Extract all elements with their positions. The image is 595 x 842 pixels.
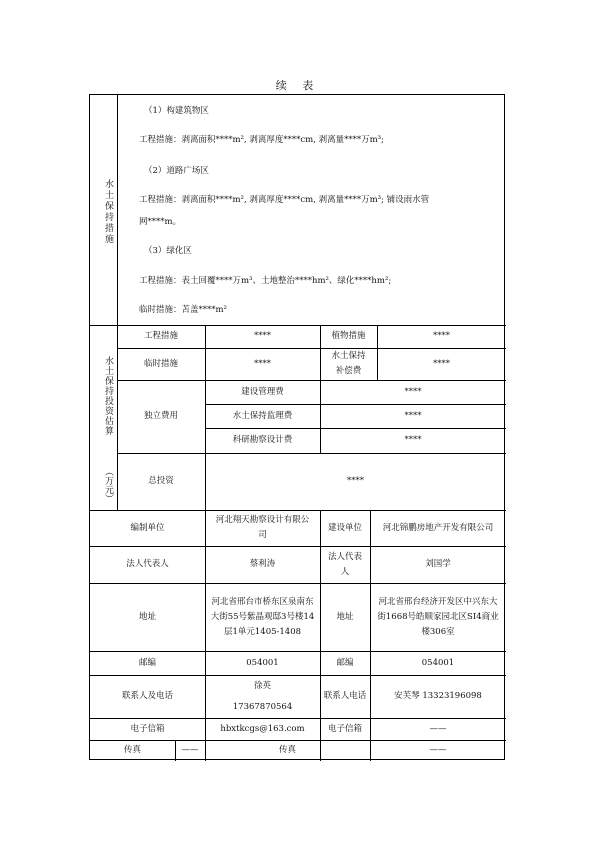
address-value-2: 河北省邢台经济开发区中兴东大街1668号皓顺家园北区SI4商业楼306室 <box>377 596 499 637</box>
area3-temporary: 临时措施：苫盖****m² <box>139 305 227 315</box>
address-label-1: 地址 <box>138 611 156 622</box>
compensation-label: 水土保持补偿费 <box>331 351 366 376</box>
independent-label: 独立费用 <box>143 411 178 421</box>
fax-label-1: 传真 <box>123 745 141 755</box>
total-value: **** <box>347 476 364 486</box>
postcode-label-2: 邮编 <box>336 657 354 668</box>
legal-rep-label-1: 法人代表人 <box>126 559 169 569</box>
postcode-value-1: 054001 <box>246 657 279 668</box>
builder-label: 建设单位 <box>327 522 362 533</box>
page-title: 续 表 <box>275 79 320 92</box>
form-table <box>89 94 505 760</box>
research-label: 科研勘察设计费 <box>232 435 293 445</box>
contact-cell-1 <box>205 675 320 718</box>
fax-label-2: 传真 <box>278 745 296 755</box>
plant-value: **** <box>433 331 450 341</box>
fax-value-2: —— <box>429 745 447 755</box>
fax-value-1: —— <box>181 745 199 755</box>
legal-rep-value-2: 刘国学 <box>425 559 451 569</box>
engineering-value: **** <box>254 331 271 341</box>
legal-rep-value-1: 蔡利涛 <box>249 559 276 569</box>
compiler-label: 编制单位 <box>130 522 165 533</box>
email-value-2: —— <box>429 723 447 734</box>
address-label-2: 地址 <box>336 611 354 622</box>
address-value-1: 河北省邢台市桥东区泉南东大街55号紫晶观邸3号楼14层1单元1405-1408 <box>210 596 315 637</box>
measures-side-label: 水土保持措施 <box>103 179 113 245</box>
total-label: 总投资 <box>148 476 174 486</box>
builder-value: 河北锦鹏房地产开发有限公司 <box>382 522 494 533</box>
construction-mgmt-value: **** <box>404 386 422 397</box>
research-value: **** <box>404 435 422 445</box>
temporary-label: 临时措施 <box>143 358 178 369</box>
area3-heading: （3）绿化区 <box>144 246 192 256</box>
area1-heading: （1）构建筑物区 <box>144 106 209 116</box>
plant-label: 植物措施 <box>331 331 366 341</box>
area2-detail-line2: 网****m。 <box>139 217 182 227</box>
area3-detail: 工程措施：表土回覆****万m³、土地整治****hm²、绿化****hm²; <box>139 276 392 286</box>
email-label-2: 电子信箱 <box>327 723 362 734</box>
contact-label-1: 联系人及电话 <box>121 691 173 701</box>
email-label-1: 电子信箱 <box>130 723 165 734</box>
grid-line <box>117 95 118 325</box>
engineering-label: 工程措施 <box>143 331 178 341</box>
compiler-value: 河北翔天勘察设计有限公司 <box>215 515 310 540</box>
email-value-1: hbxtkcgs@163.com <box>220 723 305 734</box>
construction-mgmt-label: 建设管理费 <box>241 386 284 397</box>
area2-detail-line1: 工程措施：剥离面积****m², 剥离厚度****cm, 剥离量****万m³; 铺设雨水管 <box>139 195 430 205</box>
contact-phone-1: 17367870564 <box>232 701 293 712</box>
contact-label-2: 联系人电话 <box>323 691 367 701</box>
investment-side-label: 水土保持投资估算 <box>103 356 113 436</box>
supervision-label: 水土保持监理费 <box>232 410 293 421</box>
postcode-label-1: 邮编 <box>138 657 156 668</box>
compensation-value: **** <box>433 358 450 369</box>
contact-value-2: 安芙琴 13323196098 <box>394 691 482 701</box>
investment-unit-label: （万元） <box>103 467 113 503</box>
temporary-value: **** <box>254 358 271 369</box>
postcode-value-2: 054001 <box>421 657 455 668</box>
contact-name-1: 徐英 <box>253 680 271 691</box>
legal-rep-label-2: 法人代表人 <box>327 551 362 577</box>
area1-detail: 工程措施：剥离面积****m², 剥离厚度****cm, 剥离量****万m³; <box>139 135 384 145</box>
supervision-value: **** <box>404 410 422 421</box>
area2-heading: （2）道路广场区 <box>144 166 209 176</box>
